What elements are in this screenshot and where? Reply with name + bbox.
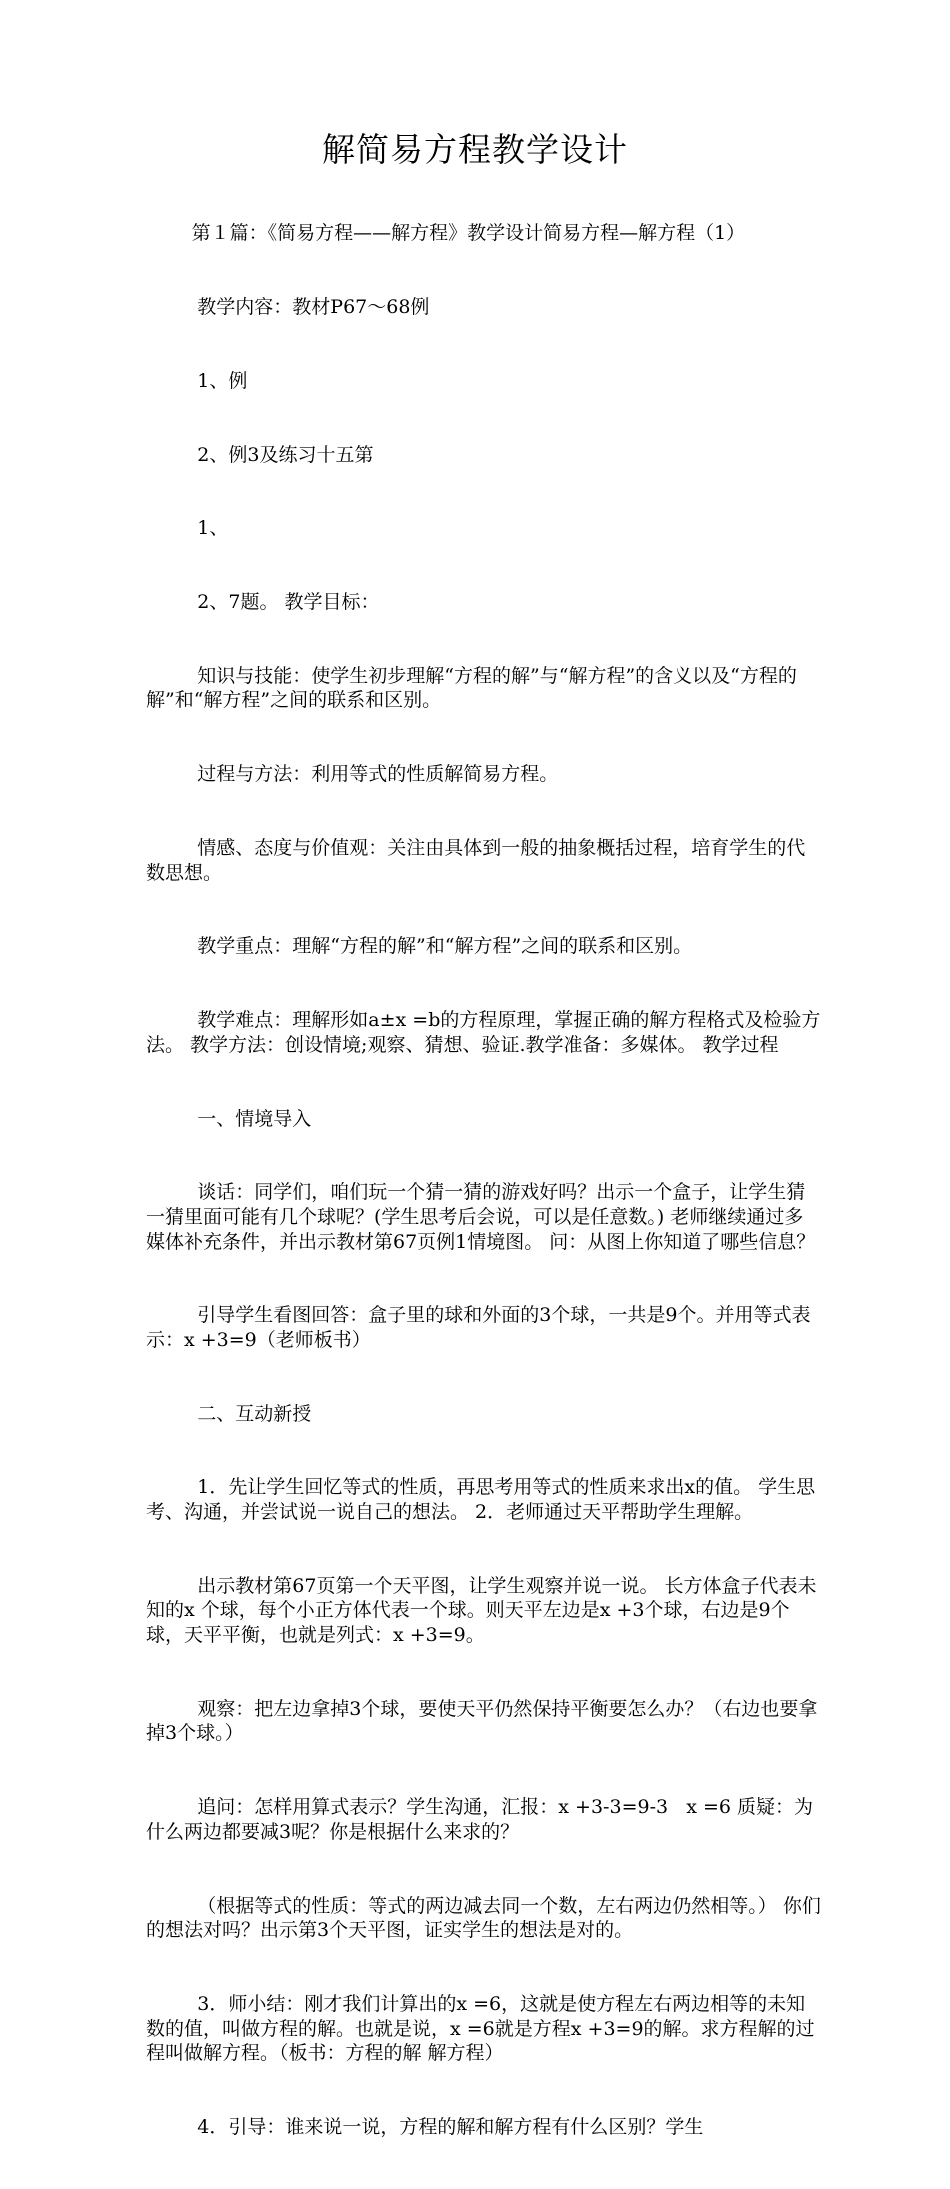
- paragraph: 观察：把左边拿掉3个球，要使天平仍然保持平衡要怎么办？（右边也要拿掉3个球。）: [146, 1697, 818, 1745]
- paragraph: 1、例: [197, 369, 248, 392]
- document-body: [146, 172, 821, 2189]
- paragraph: 知识与技能：使学生初步理解“方程的解”与“解方程”的含义以及“方程的解”和“解方程”之间的联系和区别。: [146, 664, 797, 712]
- paragraph: 3．师小结：刚才我们计算出的x =6，这就是使方程左右两边相等的未知数的值，叫做方程的解。也就是说，x =6就是方程x +3=9的解。求方程解的过程叫做解方程。（板书：方程的解 解方程）: [146, 1992, 815, 2065]
- paragraph: 4．引导：谁来说一说，方程的解和解方程有什么区别？学生: [197, 2115, 704, 2138]
- paragraph: 第１篇：《简易方程——解方程》教学设计简易方程—解方程（1）: [191, 222, 746, 245]
- paragraph: 教学内容：教材P67～68例: [197, 295, 430, 318]
- document-title: 解简易方程教学设计: [322, 130, 628, 169]
- paragraph: 追问：怎样用算式表示？学生沟通，汇报：x +3-3=9-3 x =6 质疑：为什么两边都要减3呢？你是根据什么来求的？: [146, 1796, 814, 1843]
- paragraph: 二、互动新授: [197, 1402, 312, 1425]
- paragraph: 1、: [197, 517, 229, 540]
- paragraph: 过程与方法：利用等式的性质解简易方程。: [197, 763, 559, 786]
- paragraph: 2、7题。 教学目标：: [197, 591, 380, 614]
- paragraph: 谈话：同学们，咱们玩一个猜一猜的游戏好吗？出示一个盒子，让学生猜一猜里面可能有几个球呢？(学生思考后会说，可以是任意数。) 老师继续通过多媒体补充条件，并出示教材第67页例1情境图。 问：从图上你知道了哪些信息？: [146, 1181, 816, 1253]
- paragraph: 2、例3及练习十五第: [197, 443, 374, 466]
- paragraph: 引导学生看图回答：盒子里的球和外面的3个球，一共是9个。并用等式表示：x +3=9（老师板书）: [146, 1304, 811, 1351]
- paragraph: 情感、态度与价值观：关注由具体到一般的抽象概括过程，培育学生的代数思想。: [146, 837, 806, 884]
- paragraph: 1．先让学生回忆等式的性质，再思考用等式的性质来求出x的值。 学生思考、沟通，并尝试说一说自己的想法。 2．老师通过天平帮助学生理解。: [146, 1476, 816, 1524]
- paragraph: 教学重点：理解“方程的解”和“解方程”之间的联系和区别。: [197, 935, 693, 958]
- paragraph: 一、情境导入: [197, 1107, 312, 1130]
- paragraph: （根据等式的性质：等式的两边减去同一个数，左右两边仍然相等。） 你们的想法对吗？出示第3个天平图，证实学生的想法是对的。: [146, 1894, 821, 1942]
- paragraph: 教学难点：理解形如a±x =b的方程原理，掌握正确的解方程格式及检验方法。 教学方法：创设情境;观察、猜想、验证.教学准备：多媒体。 教学过程: [146, 1009, 821, 1056]
- paragraph: 出示教材第67页第一个天平图，让学生观察并说一说。 长方体盒子代表未知的x 个球，每个小正方体代表一个球。则天平左边是x +3个球，右边是9个球，天平平衡，也就是列式：x +3=9。: [146, 1574, 817, 1647]
